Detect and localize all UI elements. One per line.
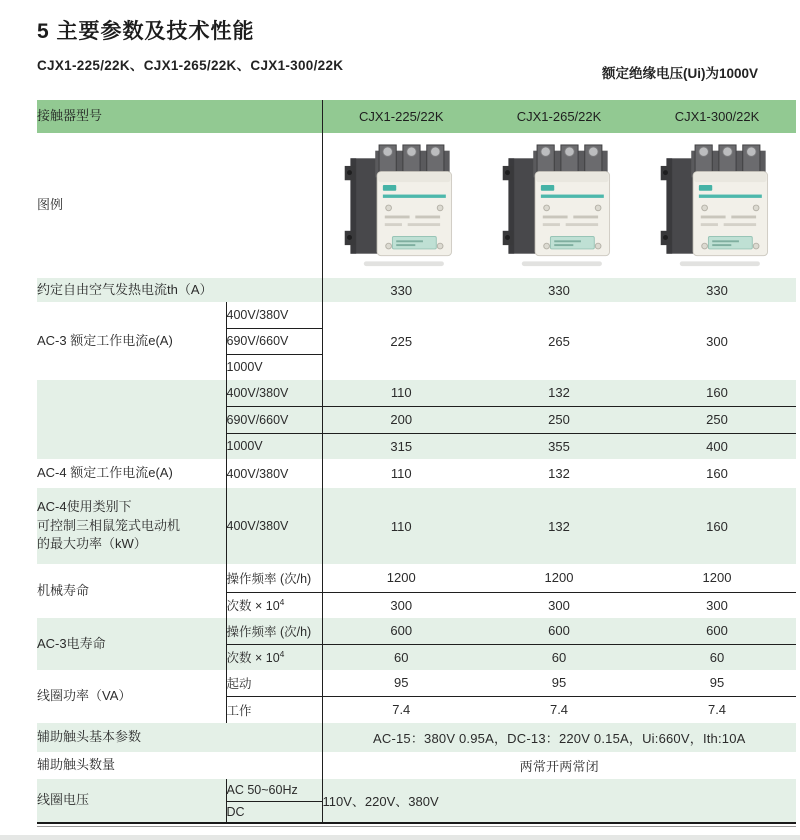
coil-power-param-1: 起动 xyxy=(226,670,322,696)
ac4-power-row xyxy=(37,488,796,564)
model-list-subtitle: CJX1-225/22K、CJX1-265/22K、CJX1-300/22K xyxy=(37,58,344,73)
coil-voltage-label: 线圈电压 xyxy=(37,779,226,823)
aux-count-row xyxy=(37,752,796,779)
spec-table xyxy=(37,100,796,824)
unnamed-value-1-2: 132 xyxy=(480,380,638,406)
ac3-voltage-1: 400V/380V xyxy=(226,302,322,328)
aux-params-label: 辅助触头基本参数 xyxy=(37,723,322,752)
ac3-current-value-1: 225 xyxy=(390,333,413,349)
thermal-current-value-2: 330 xyxy=(480,278,638,302)
product-photo-cjx1-225 xyxy=(323,139,481,273)
unnamed-value-2-1: 200 xyxy=(322,406,480,433)
coil-power-value-1-3: 95 xyxy=(638,670,796,696)
coil-power-value-1-2: 95 xyxy=(480,670,638,696)
ac3-life-param-2-exponent: 4 xyxy=(279,649,285,660)
ac3-life-value-1-1: 600 xyxy=(322,618,480,644)
ac3-life-row-1 xyxy=(37,618,796,644)
ac3-life-param-1: 操作频率 (次/h) xyxy=(226,618,322,644)
ac3-life-value-1-3: 600 xyxy=(638,618,796,644)
coil-power-value-2-2: 7.4 xyxy=(549,702,569,718)
header-model-1: CJX1-225/22K xyxy=(322,100,480,133)
unnamed-value-2-2: 250 xyxy=(480,406,638,433)
ac4-power-value-1: 110 xyxy=(322,488,480,564)
legend-label: 图例 xyxy=(37,133,322,278)
ac3-life-value-2-1: 60 xyxy=(322,644,480,670)
ac4-power-value-2: 132 xyxy=(480,488,638,564)
ac3-voltage-3: 1000V xyxy=(226,354,322,380)
ac3-life-value-1-2: 600 xyxy=(480,618,638,644)
mech-life-param-1: 操作频率 (次/h) xyxy=(226,564,322,592)
coil-voltage-value: 110V、220V、380V xyxy=(322,779,796,823)
coil-power-param-2: 工作 xyxy=(226,696,322,723)
thermal-current-row xyxy=(37,278,796,302)
ac4-power-voltage: 400V/380V xyxy=(226,488,322,564)
ac4-current-value-3: 160 xyxy=(706,466,728,481)
ac4-power-label xyxy=(37,488,226,564)
aux-count-label: 辅助触头数量 xyxy=(37,752,322,779)
coil-power-value-1-1: 95 xyxy=(322,670,480,696)
coil-power-value-2-3: 7.4 xyxy=(707,702,727,718)
ac3-current-label: AC-3 额定工作电流e(A) xyxy=(37,332,173,348)
coil-voltage-row-1 xyxy=(37,779,796,801)
mech-life-value-1-2: 1200 xyxy=(480,564,638,592)
aux-count-value: 两常开两常闭 xyxy=(519,759,599,774)
insulation-voltage-note: 额定绝缘电压(Ui)为1000V xyxy=(601,66,758,81)
legend-row xyxy=(37,133,796,278)
ac3-life-label: AC-3电寿命 xyxy=(37,618,226,670)
coil-power-value-2-1: 7.4 xyxy=(392,702,411,718)
coil-voltage-type-dc: DC xyxy=(226,801,322,823)
header-model-2: CJX1-265/22K xyxy=(480,100,638,133)
thermal-current-label: 约定自由空气发热电流th（A） xyxy=(37,278,322,302)
page-bottom-strip xyxy=(0,835,800,840)
header-contactor-model-label: 接触器型号 xyxy=(37,100,322,133)
ac3-life-value-2-2: 60 xyxy=(480,644,638,670)
ac3-current-value-2: 265 xyxy=(548,333,570,349)
ac3-life-value-2-3: 60 xyxy=(638,644,796,670)
ac4-power-label-line1: AC-4使用类别下 xyxy=(37,498,132,514)
mech-life-value-2-2: 300 xyxy=(548,597,570,613)
header-model-3: CJX1-300/22K xyxy=(638,100,796,133)
ac3-life-param-2 xyxy=(226,644,322,670)
mech-life-label: 机械寿命 xyxy=(37,582,90,598)
mech-life-param-2-exponent: 4 xyxy=(279,597,285,608)
unnamed-block-row-1 xyxy=(37,380,796,406)
unnamed-voltage-2: 690V/660V xyxy=(226,406,322,433)
table-header-row xyxy=(37,100,796,133)
coil-power-label: 线圈功率（VA） xyxy=(37,688,132,704)
legend-images-cell xyxy=(322,133,796,278)
ac3-current-row-1 xyxy=(37,302,796,328)
coil-power-row-1 xyxy=(37,670,796,696)
mech-life-param-2 xyxy=(226,592,322,618)
mech-life-row-1 xyxy=(37,564,796,592)
ac3-voltage-2: 690V/660V xyxy=(226,328,322,354)
ac4-voltage: 400V/380V xyxy=(226,459,322,488)
thermal-current-value-1: 330 xyxy=(322,278,480,302)
unnamed-value-2-3: 250 xyxy=(638,406,796,433)
thermal-current-value-3: 330 xyxy=(638,278,796,302)
aux-params-value: AC-15：380V 0.95A，DC-13：220V 0.15A，Ui:660V，Ith:10A xyxy=(322,723,796,752)
unnamed-value-3-3: 400 xyxy=(638,433,796,459)
mech-life-value-2-1: 300 xyxy=(390,597,413,613)
unnamed-block-label xyxy=(37,380,226,459)
ac3-current-value-3: 300 xyxy=(706,333,728,349)
ac4-current-label: AC-4 额定工作电流e(A) xyxy=(37,465,173,481)
unnamed-value-3-1: 315 xyxy=(322,433,480,459)
coil-voltage-type-ac: AC 50~60Hz xyxy=(226,779,322,801)
product-photo-cjx1-300 xyxy=(638,139,796,273)
mech-life-param-2-base: 次数 × 10 xyxy=(226,599,280,614)
ac4-power-value-3: 160 xyxy=(638,488,796,564)
ac4-current-row xyxy=(37,459,796,488)
ac4-power-label-line3: 的最大功率（kW） xyxy=(37,536,147,552)
ac4-power-label-line2: 可控制三相鼠笼式电动机 xyxy=(37,517,181,533)
ac4-current-value-2: 132 xyxy=(548,466,570,481)
unnamed-value-3-2: 355 xyxy=(480,433,638,459)
unnamed-value-1-1: 110 xyxy=(322,380,480,406)
unnamed-value-1-3: 160 xyxy=(638,380,796,406)
unnamed-voltage-3: 1000V xyxy=(226,433,322,459)
ac3-life-param-2-base: 次数 × 10 xyxy=(226,651,280,666)
aux-params-row xyxy=(37,723,796,752)
mech-life-value-1-3: 1200 xyxy=(638,564,796,592)
unnamed-voltage-1: 400V/380V xyxy=(226,380,322,406)
mech-life-value-1-1: 1200 xyxy=(322,564,480,592)
table-bottom-thin-rule xyxy=(37,826,796,827)
page-title: 5 主要参数及技术性能 xyxy=(37,20,255,43)
page-header xyxy=(0,0,800,100)
ac4-current-value-1: 110 xyxy=(390,466,412,481)
product-photo-cjx1-265 xyxy=(480,139,638,273)
mech-life-value-2-3: 300 xyxy=(706,597,728,613)
